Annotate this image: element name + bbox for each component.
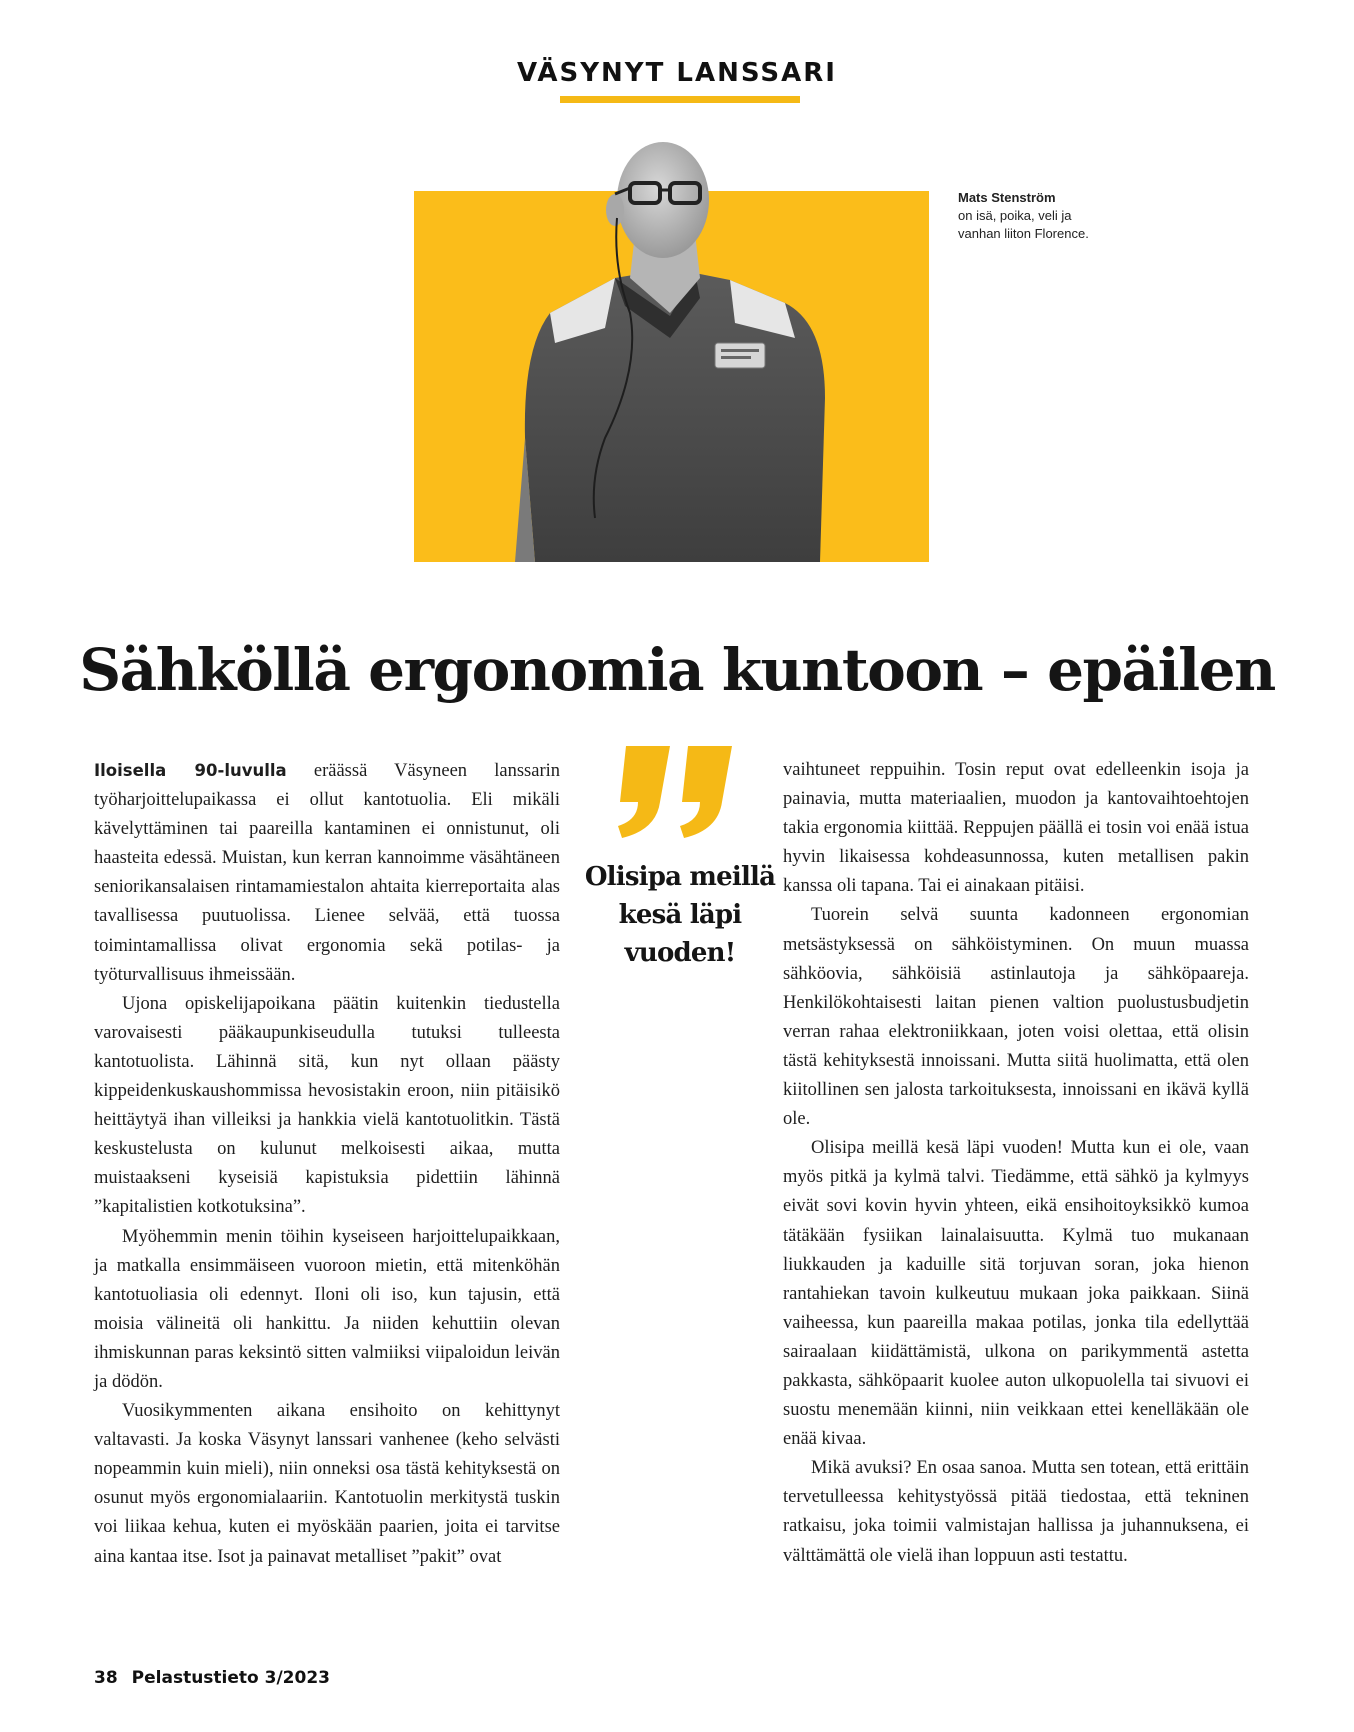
paragraph: Mikä avuksi? En osaa sanoa. Mutta sen totean, että erittäin tervetulleessa kehitystyössä pitää tiedostaa, että tekninen ratkaisu, joka toimii valmistajan hallissa ja juhannuksena, ei välttämättä ole vielä ihan loppuun asti testattu.	[783, 1458, 1249, 1566]
paragraph: Ujona opiskelijapoikana päätin kuitenkin tiedustella varovaisesti pääkaupunkiseudulla tutuksi tulleesta kantotuolista. Lähinnä sitä, kun nyt ollaan päästy kippeidenkuskaushommissa hevosistakin eroon, niin pitäisikö heittäytyä ihan villeiksi ja hankkia vielä kantotuolitkin. Tästä keskustelusta on kulunut melkoisesti aikaa, mutta muistaakseni kyseisiä kapistuksia pidettiin lähinnä ”kapitalistien kotkotuksina”.	[94, 993, 560, 1218]
paragraph: Tuorein selvä suunta kadonneen ergonomian metsästyksessä on sähköistyminen. On muun muassa sähköovia, sähköisiä astinlautoja ja sähköpaareja. Henkilökohtaisesti laitan pienen valtion puolustusbudjetin verran rahaa elektroniikkaan, joten voisi olettaa, että olisin tästä kehityksestä innoissani. Mutta siitä huolimatta, että olen kiitollinen sen jalosta tarkoituksesta, innoissani en ikävä kyllä ole.	[783, 905, 1249, 1130]
paragraph: vaihtuneet reppuihin. Tosin reput ovat edelleenkin isoja ja painavia, mutta materiaalien, muodon ja kantovaihtoehtojen takia ergonomia kiittää. Reppujen päällä ei tosin voi enää istua hyvin likaisessa kohdeasunnossa, kuten metallisen pakin kanssa oli tapana. Tai ei ainakaan pitäisi.	[783, 760, 1249, 897]
photo-caption	[958, 189, 1158, 243]
lead-in: Iloisella 90-luvulla	[94, 761, 287, 780]
author-photo	[495, 138, 840, 562]
section-label: VÄSYNYT LANSSARI	[517, 58, 837, 88]
headline: Sähköllä ergonomia kuntoon – epäilen	[79, 636, 1275, 704]
page-footer	[94, 1668, 330, 1688]
paragraph-text: eräässä Väsyneen lanssarin työharjoittelupaikassa ei ollut kantotuolia. Eli mikäli kävelyttäminen tai paareilla kantaminen ei onnistunut, oli haasteita edessä. Muistan, kun kerran kannoimme väsähtäneen seniorikansalaisen rintamamiestalon ahtaita kierreportaita alas tavallisessa puutuolissa. Lienee selvää, että tuossa toimintamallissa olivat ergonomia sekä potilas- ja työturvallisuus ihmeissään.	[94, 761, 560, 985]
paragraph: Olisipa meillä kesä läpi vuoden! Mutta kun ei ole, vaan myös pitkä ja kylmä talvi. Tiedämme, että sähkö ja kylmyys eivät sovi kovin hyvin yhteen, eikä ensihoitoyksikkö kumoa tätäkään fysiikan lainalaisuutta. Kylmä tuo mukanaan liukkauden ja kaduille sitä torjuvan soran, joka hienon rantahiekan tavoin kulkeutuu mukaan joka paikkaan. Siinä vaiheessa, kun paareilla makaa potilas, jonka tila edellyttää sairaalaan kiidättämistä, ulkona on parikymmentä astetta pakkasta, sähköpaarit kuolee auton ulkopuolella tai sivuovi ei suostu menemään kiinni, niin veikkaan ettei kenelläkään ole enää kivaa.	[783, 1138, 1249, 1450]
article-column-right	[783, 756, 1249, 1571]
publication-name: Pelastustieto 3/2023	[131, 1668, 330, 1688]
article-column-left	[94, 756, 560, 1572]
pullquote: Olisipa meillä kesä läpi vuoden!	[584, 862, 776, 968]
section-rule	[560, 96, 800, 103]
caption-description-2: vanhan liiton Florence.	[958, 226, 1089, 241]
paragraph	[94, 756, 560, 990]
caption-description: on isä, poika, veli ja	[958, 208, 1072, 223]
paragraph: Vuosikymmenten aikana ensihoito on kehittynyt valtavasti. Ja koska Väsynyt lanssari vanhenee (keho selvästi nopeammin kuin mieli), niin onneksi osa tästä kehityksestä on osunut myös ergonomialaariin. Kantotuolin merkitystä tuskin voi liikaa kehua, kuten ei myöskään paarien, joita ei tarvitse aina kantaa itse. Isot ja painavat metalliset ”pakit” ovat	[94, 1401, 560, 1567]
quote-mark-icon	[612, 740, 752, 840]
caption-name: Mats Stenström	[958, 190, 1056, 205]
page-number: 38	[94, 1668, 118, 1688]
paragraph: Myöhemmin menin töihin kyseiseen harjoittelupaikkaan, ja matkalla ensimmäiseen vuoroon mietin, että mitenköhän kantotuoliasia oli edennyt. Iloni oli iso, kun tajusin, että moisia välineitä oli hankittu. Ja niiden kehuttiin olevan ihmiskunnan paras keksintö sitten valmiiksi viipaloidun leivän ja dödön.	[94, 1226, 560, 1392]
